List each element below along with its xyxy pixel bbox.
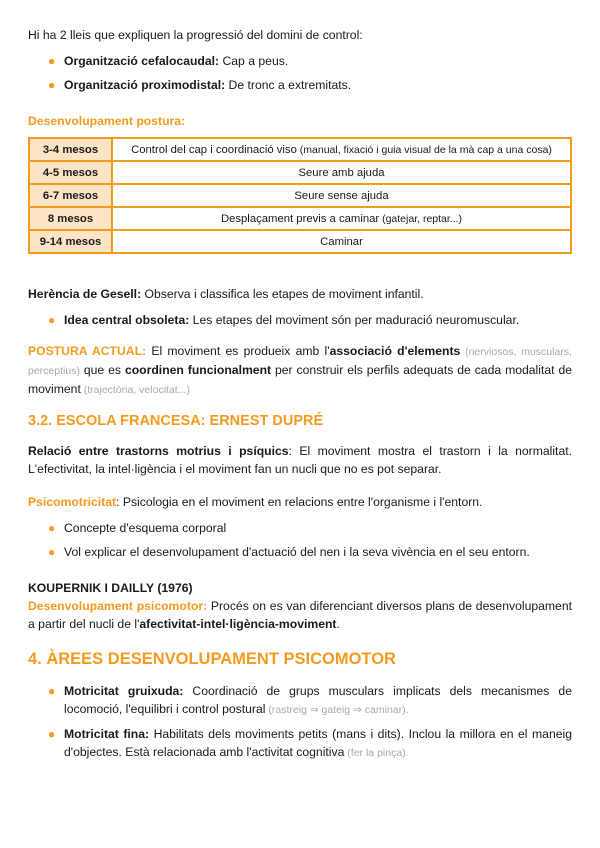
table-row [29,161,571,184]
list-item: ● Idea central obsoleta: Les etapes del moviment són per maduració neuromuscular. [48,313,520,327]
section-heading-4: 4. ÀREES DESENVOLUPAMENT PSICOMOTOR [28,650,396,668]
age-cell: 3-4 mesos [29,138,112,161]
table-row [29,184,571,207]
list-item: ● Organització proximodistal: De tronc a extremitats. [48,78,352,92]
koupernik-heading: KOUPERNIK I DAILLY (1976) [28,581,193,595]
desc-cell: Seure amb ajuda [112,161,571,184]
desc-cell: Desplaçament previs a caminar (gatejar, reptar...) [112,207,571,230]
laws-list [28,52,572,94]
bullet-icon: ● [48,54,56,68]
intro-text: Hi ha 2 lleis que expliquen la progressió del domini de control: [28,28,363,42]
table-row [29,230,571,253]
bullet-icon: ● [48,313,56,327]
posture-heading: Desenvolupament postura: [28,114,186,128]
psicomotricitat-text: Psicomotricitat: Psicologia en el moviment en relacions entre l'organisme i l'entorn. [28,495,483,509]
desc-cell: Caminar [112,230,571,253]
section-heading-3-2: 3.2. ESCOLA FRANCESA: ERNEST DUPRÉ [28,413,324,429]
list-item: ● Motricitat fina: Habilitats dels moviments petits (mans i dits). Inclou la millora en el maneig d'objectes. Està relacionada amb l'activitat cognitiva (fer la pinça). [48,727,572,759]
bullet-icon: ● [48,727,56,741]
list-item: ● Vol explicar el desenvolupament d'actuació del nen i la seva vivència en el seu entorn. [48,545,530,559]
list-item: ● Organització cefalocaudal: Cap a peus. [48,54,289,68]
bullet-icon: ● [48,684,56,698]
age-cell: 8 mesos [29,207,112,230]
age-cell: 9-14 mesos [29,230,112,253]
desenvolupament-psicomotor-paragraph: Desenvolupament psicomotor: Procés on es van diferenciant diversos plans de desenvolupament a partir del nucli de l'afectivitat-intel·ligència-moviment. [28,599,572,631]
posture-table [28,137,572,254]
gesell-text: Herència de Gesell: Observa i classifica les etapes de moviment infantil. [28,287,424,301]
bullet-icon: ● [48,78,56,92]
postura-actual-paragraph: POSTURA ACTUAL: El moviment es produeix amb l'associació d'elements (nerviosos, musculars, perceptius) que es coordinen funcionalment per construir els perfils adequats de cada modalitat de moviment (trajectòria, velocitat...) [28,344,572,396]
age-cell: 6-7 mesos [29,184,112,207]
desc-cell: Control del cap i coordinació viso (manual, fixació i guia visual de la mà cap a una cosa) [112,138,571,161]
motricitat-list [28,682,572,762]
desc-cell: Seure sense ajuda [112,184,571,207]
table-row [29,138,571,161]
bullet-icon: ● [48,521,56,535]
list-item: ● Motricitat gruixuda: Coordinació de grups musculars implicats dels mecanismes de locomoció, l'equilibri i control postural (rastreig ⇒ gateig ⇒ caminar). [48,684,572,716]
psico-list [28,519,572,561]
relacio-paragraph: Relació entre trastorns motrius i psíquics: El moviment mostra el trastorn i la normalitat. L'efectivitat, la intel·ligència i el moviment fan un nucli que no es pot separar. [28,444,572,476]
gesell-list [28,311,572,329]
list-item: ● Concepte d'esquema corporal [48,521,227,535]
bullet-icon: ● [48,545,56,559]
table-row [29,207,571,230]
age-cell: 4-5 mesos [29,161,112,184]
